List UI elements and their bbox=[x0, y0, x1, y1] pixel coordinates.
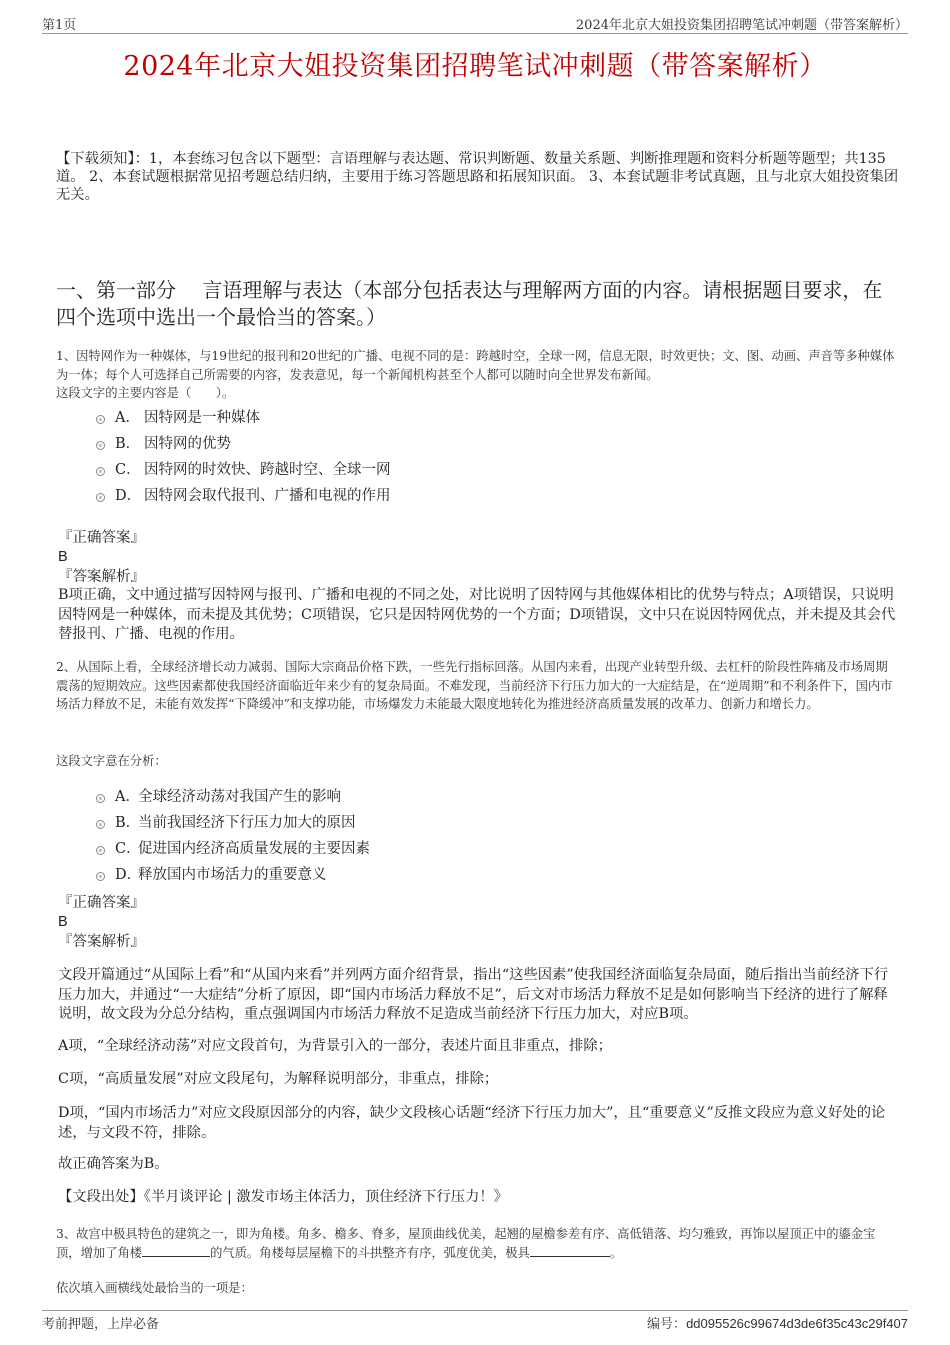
fill-blank-2[interactable] bbox=[530, 1244, 610, 1257]
radio-button-icon[interactable] bbox=[96, 846, 105, 855]
question-2-stem: 2、从国际上看，全球经济增长动力减弱、国际大宗商品价格下跌，一些先行指标回落。从国内来看，出现产业转型升级、去杠杆的阶段性阵痛及市场周期震荡的短期效应。这些因素都使我国经济面临近年来少有的复杂局面。不难发现，当前经济下行压力加大的一大症结是，在“逆周期”和不利条件下，国内市场活力释放不足，未能有效发挥“下降缓冲”和支撑功能，市场爆发力未能最大限度地转化为推进经济高质量发展的改革力、创新力和增长力。 bbox=[56, 660, 893, 711]
question-1 bbox=[56, 347, 898, 403]
question-3-stem: 3、故宫中极具特色的建筑之一，即为角楼。角多、檐多、脊多，屋顶曲线优美，起翘的屋檐参差有序、高低错落、均匀雅致，再饰以屋顶正中的鎏金宝顶，增加了角楼 的气质。角楼每层屋檐下的斗拱整齐有序，弧度优美，极具 。 bbox=[56, 1227, 876, 1260]
page-number: 第1页 bbox=[42, 18, 77, 33]
document-code: 编号：dd095526c99674d3de6f35c43c29f407 bbox=[647, 1316, 908, 1332]
analysis-paragraph: A项，“全球经济动荡”对应文段首句，为背景引入的一部分，表述片面且非重点，排除； bbox=[58, 1038, 612, 1054]
header-doc-title: 2024年北京大姐投资集团招聘笔试冲刺题（带答案解析） bbox=[575, 18, 908, 33]
question-ask: 这段文字的主要内容是（ ）。 bbox=[56, 386, 235, 400]
question-2-options bbox=[96, 785, 796, 889]
option-b[interactable]: B． 因特网的优势 bbox=[96, 432, 796, 458]
fill-blank-1[interactable] bbox=[142, 1244, 210, 1257]
question-2-ask: 这段文字意在分析： bbox=[56, 754, 167, 768]
question-stem: 1、因特网作为一种媒体，与19世纪的报刊和20世纪的广播、电视不同的是：跨越时空，全球一网，信息无限，时效更快；文、图、动画、声音等多种媒体为一体；每个人可选择自己所需要的内容，发表意见，每一个新闻机构甚至个人都可以随时向全世界发布新闻。 bbox=[56, 349, 895, 382]
correct-answer-label: 『正确答案』 bbox=[58, 895, 145, 911]
radio-button-icon[interactable] bbox=[96, 872, 105, 881]
analysis-paragraph: 故正确答案为B。 bbox=[58, 1156, 169, 1172]
radio-button-icon[interactable] bbox=[96, 794, 105, 803]
footer-divider bbox=[42, 1310, 908, 1311]
option-d[interactable]: D． 释放国内市场活力的重要意义 bbox=[96, 863, 796, 889]
answer-analysis: B项正确，文中通过描写因特网与报刊、广播和电视的不同之处，对比说明了因特网与其他媒体相比的优势与特点；A项错误，只说明因特网是一种媒体，而未提及其优势；C项错误，它只是因特网优势的一个方面；D项错误，文中只在说因特网优点，并未提及其会代替报刊、广播、电视的作用。 bbox=[58, 587, 896, 642]
radio-button-icon[interactable] bbox=[96, 441, 105, 450]
footer-slogan: 考前押题，上岸必备 bbox=[42, 1317, 160, 1332]
page-header bbox=[42, 14, 908, 32]
correct-answer-label: 『正确答案』 bbox=[58, 530, 145, 546]
section-heading: 一、第一部分 言语理解与表达（本部分包括表达与理解两方面的内容。请根据题目要求，在四个选项中选出一个最恰当的答案。） bbox=[56, 278, 883, 329]
option-a[interactable]: A． 因特网是一种媒体 bbox=[96, 406, 796, 432]
correct-answer: B bbox=[58, 914, 68, 930]
analysis-label: 『答案解析』 bbox=[58, 934, 145, 950]
source-citation: 【文段出处】《半月谈评论 | 激发市场主体活力，顶住经济下行压力！》 bbox=[58, 1189, 508, 1205]
option-b[interactable]: B． 当前我国经济下行压力加大的原因 bbox=[96, 811, 796, 837]
option-a[interactable]: A． 全球经济动荡对我国产生的影响 bbox=[96, 785, 796, 811]
question-3-ask: 依次填入画横线处最恰当的一项是： bbox=[56, 1281, 253, 1295]
analysis-paragraph: C项，“高质量发展”对应文段尾句，为解释说明部分，非重点，排除； bbox=[58, 1071, 499, 1087]
radio-button-icon[interactable] bbox=[96, 820, 105, 829]
radio-button-icon[interactable] bbox=[96, 415, 105, 424]
option-d[interactable]: D． 因特网会取代报刊、广播和电视的作用 bbox=[96, 484, 796, 510]
analysis-label: 『答案解析』 bbox=[58, 569, 145, 585]
page-title: 2024年北京大姐投资集团招聘笔试冲刺题（带答案解析） bbox=[123, 51, 827, 82]
question-1-options bbox=[96, 406, 796, 510]
correct-answer: B bbox=[58, 549, 68, 565]
analysis-paragraph: D项，“国内市场活力”对应文段原因部分的内容，缺少文段核心话题“经济下行压力加大”，且“重要意义”反推文段应为意义好处的论述，与文段不符，排除。 bbox=[58, 1105, 886, 1141]
radio-button-icon[interactable] bbox=[96, 493, 105, 502]
option-c[interactable]: C． 因特网的时效快、跨越时空、全球一网 bbox=[96, 458, 796, 484]
download-notice: 【下载须知】：1，本套练习包含以下题型：言语理解与表达题、常识判断题、数量关系题、判断推理题和资料分析题等题型；共135道。 2、本套试题根据常见招考题总结归纳，主要用于练习答题思路和拓展知识面。 3、本套试题非考试真题，且与北京大姐投资集团无关。 bbox=[56, 151, 899, 203]
radio-button-icon[interactable] bbox=[96, 467, 105, 476]
option-c[interactable]: C． 促进国内经济高质量发展的主要因素 bbox=[96, 837, 796, 863]
header-divider bbox=[42, 33, 908, 34]
analysis-paragraph: 文段开篇通过“从国际上看”和“从国内来看”并列两方面介绍背景，指出“这些因素”使我国经济面临复杂局面，随后指出当前经济下行压力加大，并通过“一大症结”分析了原因，即“国内市场活力释放不足”，后文对市场活力释放不足是如何影响当下经济的进行了解释说明，故文段为分总分结构，重点强调国内市场活力释放不足造成当前经济下行压力加大，对应B项。 bbox=[58, 967, 889, 1022]
